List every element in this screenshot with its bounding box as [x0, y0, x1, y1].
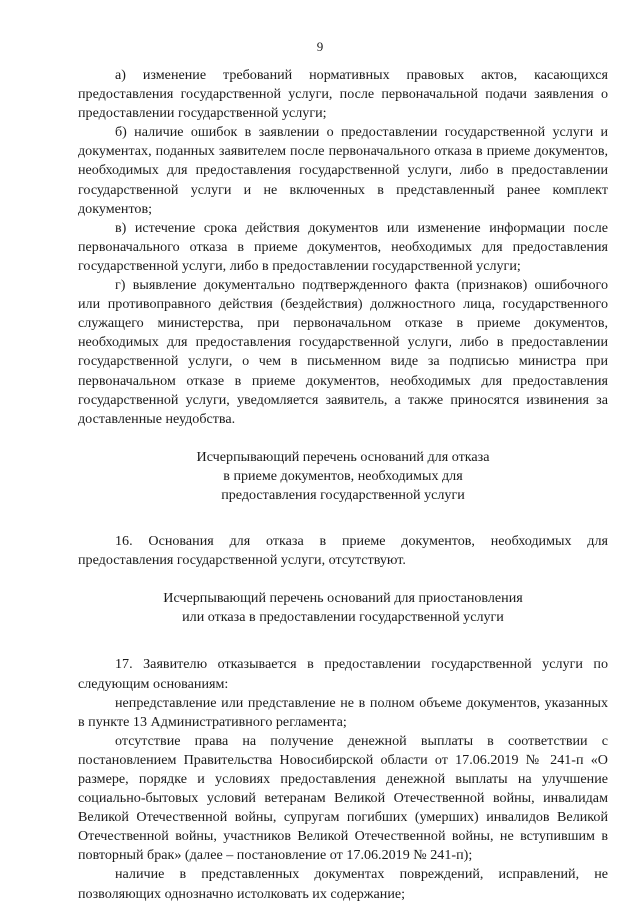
- paragraph-ground-no-right: отсутствие права на получение денежной выплаты в соответствии с постановлением Правительства Новосибирской области от 17.06.2019 № 241-п «О размере, порядке и условиях предоставления денежной выплаты на улучшение социально-бытовых условий ветеранам Великой Отечественной войны, инвалидам Великой Отечественной войны, супругам погибших (умерших) инвалидов Великой Отечественной войны, участников Великой Отечественной войны, не вступившим в повторный брак» (далее – постановление от 17.06.2019 № 241-п);: [78, 732, 608, 864]
- section-heading-refusal-acceptance: [78, 448, 608, 505]
- heading-line: или отказа в предоставлении государственной услуги: [182, 609, 504, 626]
- paragraph-ground-damaged-docs: наличие в представленных документах повреждений, исправлений, не позволяющих однозначно истолковать их содержание;: [78, 866, 608, 902]
- page-number: 9: [316, 39, 324, 54]
- paragraph-ground-incomplete-docs: непредставление или представление не в полном объеме документов, указанных в пункте 13 Административного регламента;: [78, 694, 608, 730]
- section-heading-suspension-refusal: [78, 589, 608, 627]
- heading-line: предоставления государственной услуги: [221, 486, 465, 503]
- document-body: [78, 66, 608, 904]
- paragraph-17: 17. Заявителю отказывается в предоставлении государственной услуги по следующим основаниям:: [78, 656, 608, 692]
- paragraph-item-g: г) выявление документально подтвержденного факта (признаков) ошибочного или противоправного действия (бездействия) должностного лица, государственного служащего министерства, при первоначальном отказе в приеме документов, необходимых для предоставления государственной услуги, либо в предоставлении государственной услуги, о чем в письменном виде за подписью министра при первоначальном отказе в приеме документов, необходимых для предоставления государственной услуги, уведомляется заявитель, а также приносятся извинения за доставленные неудобства.: [78, 277, 608, 427]
- heading-line: Исчерпывающий перечень оснований для приостановления: [163, 590, 523, 607]
- paragraph-item-v: в) истечение срока действия документов или изменение информации после первоначального отказа в приеме документов, необходимых для предоставления государственной услуги, либо в предоставлении государственной услуги;: [78, 219, 608, 274]
- heading-line: в приеме документов, необходимых для: [223, 467, 463, 484]
- paragraph-item-b: б) наличие ошибок в заявлении о предоставлении государственной услуги и документах, поданных заявителем после первоначального отказа в приеме документов, необходимых для предоставления государственной услуги, либо в предоставлении государственной услуги и не включенных в представленный ранее комплект документов;: [78, 124, 608, 217]
- paragraph-16: 16. Основания для отказа в приеме документов, необходимых для предоставления государственной услуги, отсутствуют.: [78, 533, 608, 569]
- heading-line: Исчерпывающий перечень оснований для отказа: [196, 448, 490, 465]
- paragraph-item-a: а) изменение требований нормативных правовых актов, касающихся предоставления государственной услуги, после первоначальной подачи заявления о предоставлении государственной услуги;: [78, 67, 608, 122]
